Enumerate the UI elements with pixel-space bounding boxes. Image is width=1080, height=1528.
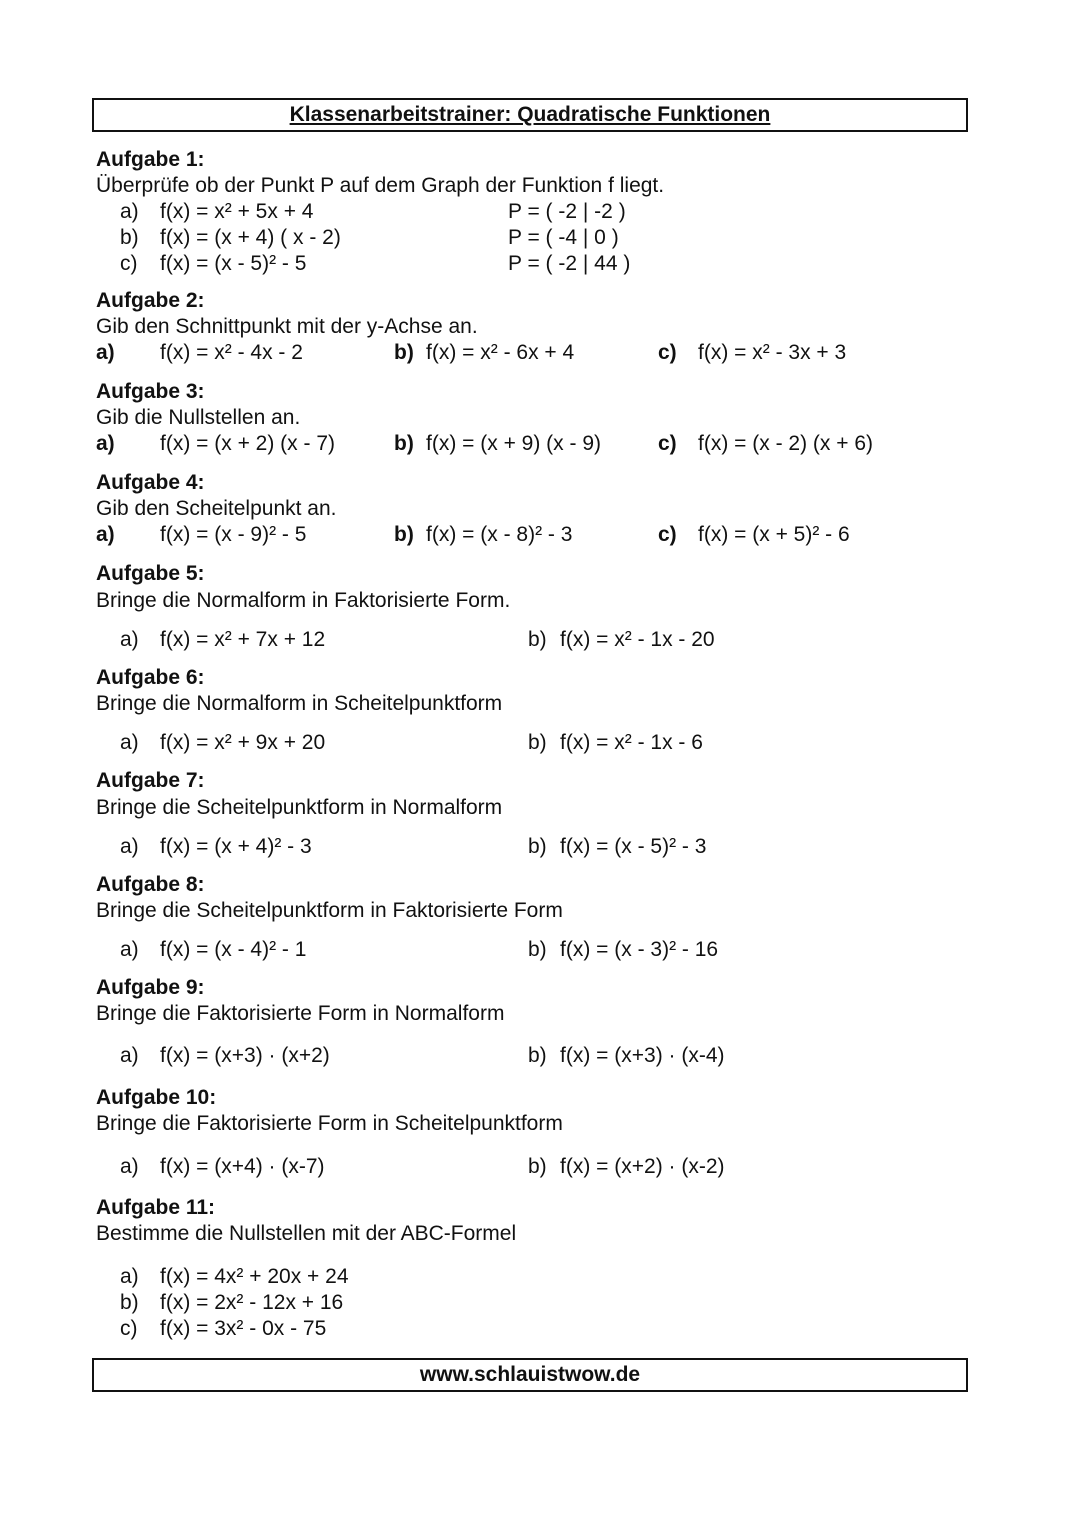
task-7-title: Aufgabe 7: [96, 769, 205, 792]
task-8a-function: f(x) = (x - 4)² - 1 [160, 938, 307, 961]
task-11-title: Aufgabe 11: [96, 1196, 216, 1219]
task-9b-function: f(x) = (x+3) · (x-4) [560, 1044, 725, 1067]
task-9-title: Aufgabe 9: [96, 976, 205, 999]
task-3-instruction: Gib die Nullstellen an. [96, 406, 301, 429]
task-1c-function: f(x) = (x - 5)² - 5 [160, 252, 307, 275]
task-6a-label: a) [120, 731, 139, 754]
task-3a-function: f(x) = (x + 2) (x - 7) [160, 432, 336, 455]
task-5-title: Aufgabe 5: [96, 562, 205, 585]
task-11b-function: f(x) = 2x² - 12x + 16 [160, 1291, 344, 1314]
task-5b-label: b) [528, 628, 547, 651]
task-1-title: Aufgabe 1: [96, 148, 205, 171]
task-6b-label: b) [528, 731, 547, 754]
task-8-title: Aufgabe 8: [96, 873, 205, 896]
task-4-title: Aufgabe 4: [96, 471, 205, 494]
task-10a-label: a) [120, 1155, 139, 1178]
task-7a-function: f(x) = (x + 4)² - 3 [160, 835, 312, 858]
task-4c-label: c) [658, 523, 677, 546]
task-2b-function: f(x) = x² - 6x + 4 [426, 341, 575, 364]
task-6a-function: f(x) = x² + 9x + 20 [160, 731, 326, 754]
task-3-title: Aufgabe 3: [96, 380, 205, 403]
task-2a-function: f(x) = x² - 4x - 2 [160, 341, 303, 364]
header-box [92, 98, 968, 132]
task-7b-function: f(x) = (x - 5)² - 3 [560, 835, 707, 858]
task-4b-function: f(x) = (x - 8)² - 3 [426, 523, 573, 546]
task-1b-label: b) [120, 226, 139, 249]
task-11a-function: f(x) = 4x² + 20x + 24 [160, 1265, 349, 1288]
task-7a-label: a) [120, 835, 139, 858]
task-3b-label: b) [394, 432, 414, 455]
task-11a-label: a) [120, 1265, 139, 1288]
page-title: Klassenarbeitstrainer: Quadratische Funktionen [289, 103, 771, 126]
task-2c-label: c) [658, 341, 677, 364]
task-11b-label: b) [120, 1291, 139, 1314]
task-3c-label: c) [658, 432, 677, 455]
task-10-instruction: Bringe die Faktorisierte Form in Scheitelpunktform [96, 1112, 563, 1135]
footer-box [92, 1358, 968, 1392]
task-10b-label: b) [528, 1155, 547, 1178]
task-6-instruction: Bringe die Normalform in Scheitelpunktform [96, 692, 503, 715]
task-2c-function: f(x) = x² - 3x + 3 [698, 341, 847, 364]
task-9b-label: b) [528, 1044, 547, 1067]
task-5a-label: a) [120, 628, 139, 651]
task-1b-point: P = ( -4 | 0 ) [508, 226, 619, 249]
task-9a-label: a) [120, 1044, 139, 1067]
task-9-instruction: Bringe die Faktorisierte Form in Normalform [96, 1002, 505, 1025]
task-8-instruction: Bringe die Scheitelpunktform in Faktorisierte Form [96, 899, 563, 922]
task-6b-function: f(x) = x² - 1x - 6 [560, 731, 703, 754]
footer-url: www.schlauistwow.de [419, 1363, 641, 1386]
task-1c-point: P = ( -2 | 44 ) [508, 252, 631, 275]
task-2a-label: a) [96, 341, 115, 364]
task-2-instruction: Gib den Schnittpunkt mit der y-Achse an. [96, 315, 478, 338]
task-3b-function: f(x) = (x + 9) (x - 9) [426, 432, 602, 455]
task-4-instruction: Gib den Scheitelpunkt an. [96, 497, 337, 520]
task-1-instruction: Überprüfe ob der Punkt P auf dem Graph der Funktion f liegt. [96, 174, 665, 197]
task-3a-label: a) [96, 432, 115, 455]
task-11-instruction: Bestimme die Nullstellen mit der ABC-Formel [96, 1222, 517, 1245]
task-9a-function: f(x) = (x+3) · (x+2) [160, 1044, 330, 1067]
task-11c-function: f(x) = 3x² - 0x - 75 [160, 1317, 327, 1340]
task-5-instruction: Bringe die Normalform in Faktorisierte Form. [96, 589, 511, 612]
task-1c-label: c) [120, 252, 138, 275]
task-4c-function: f(x) = (x + 5)² - 6 [698, 523, 850, 546]
task-2-title: Aufgabe 2: [96, 289, 205, 312]
task-10-title: Aufgabe 10: [96, 1086, 217, 1109]
task-11c-label: c) [120, 1317, 138, 1340]
task-1a-point: P = ( -2 | -2 ) [508, 200, 626, 223]
task-8b-label: b) [528, 938, 547, 961]
task-1a-label: a) [120, 200, 139, 223]
task-3c-function: f(x) = (x - 2) (x + 6) [698, 432, 874, 455]
task-5b-function: f(x) = x² - 1x - 20 [560, 628, 715, 651]
task-5a-function: f(x) = x² + 7x + 12 [160, 628, 326, 651]
task-10b-function: f(x) = (x+2) · (x-2) [560, 1155, 725, 1178]
task-4b-label: b) [394, 523, 414, 546]
task-2b-label: b) [394, 341, 414, 364]
task-1a-function: f(x) = x² + 5x + 4 [160, 200, 314, 223]
task-7-instruction: Bringe die Scheitelpunktform in Normalform [96, 796, 503, 819]
task-7b-label: b) [528, 835, 547, 858]
task-1b-function: f(x) = (x + 4) ( x - 2) [160, 226, 341, 249]
task-6-title: Aufgabe 6: [96, 666, 205, 689]
task-10a-function: f(x) = (x+4) · (x-7) [160, 1155, 325, 1178]
task-8a-label: a) [120, 938, 139, 961]
task-8b-function: f(x) = (x - 3)² - 16 [560, 938, 719, 961]
task-4a-function: f(x) = (x - 9)² - 5 [160, 523, 307, 546]
task-4a-label: a) [96, 523, 115, 546]
